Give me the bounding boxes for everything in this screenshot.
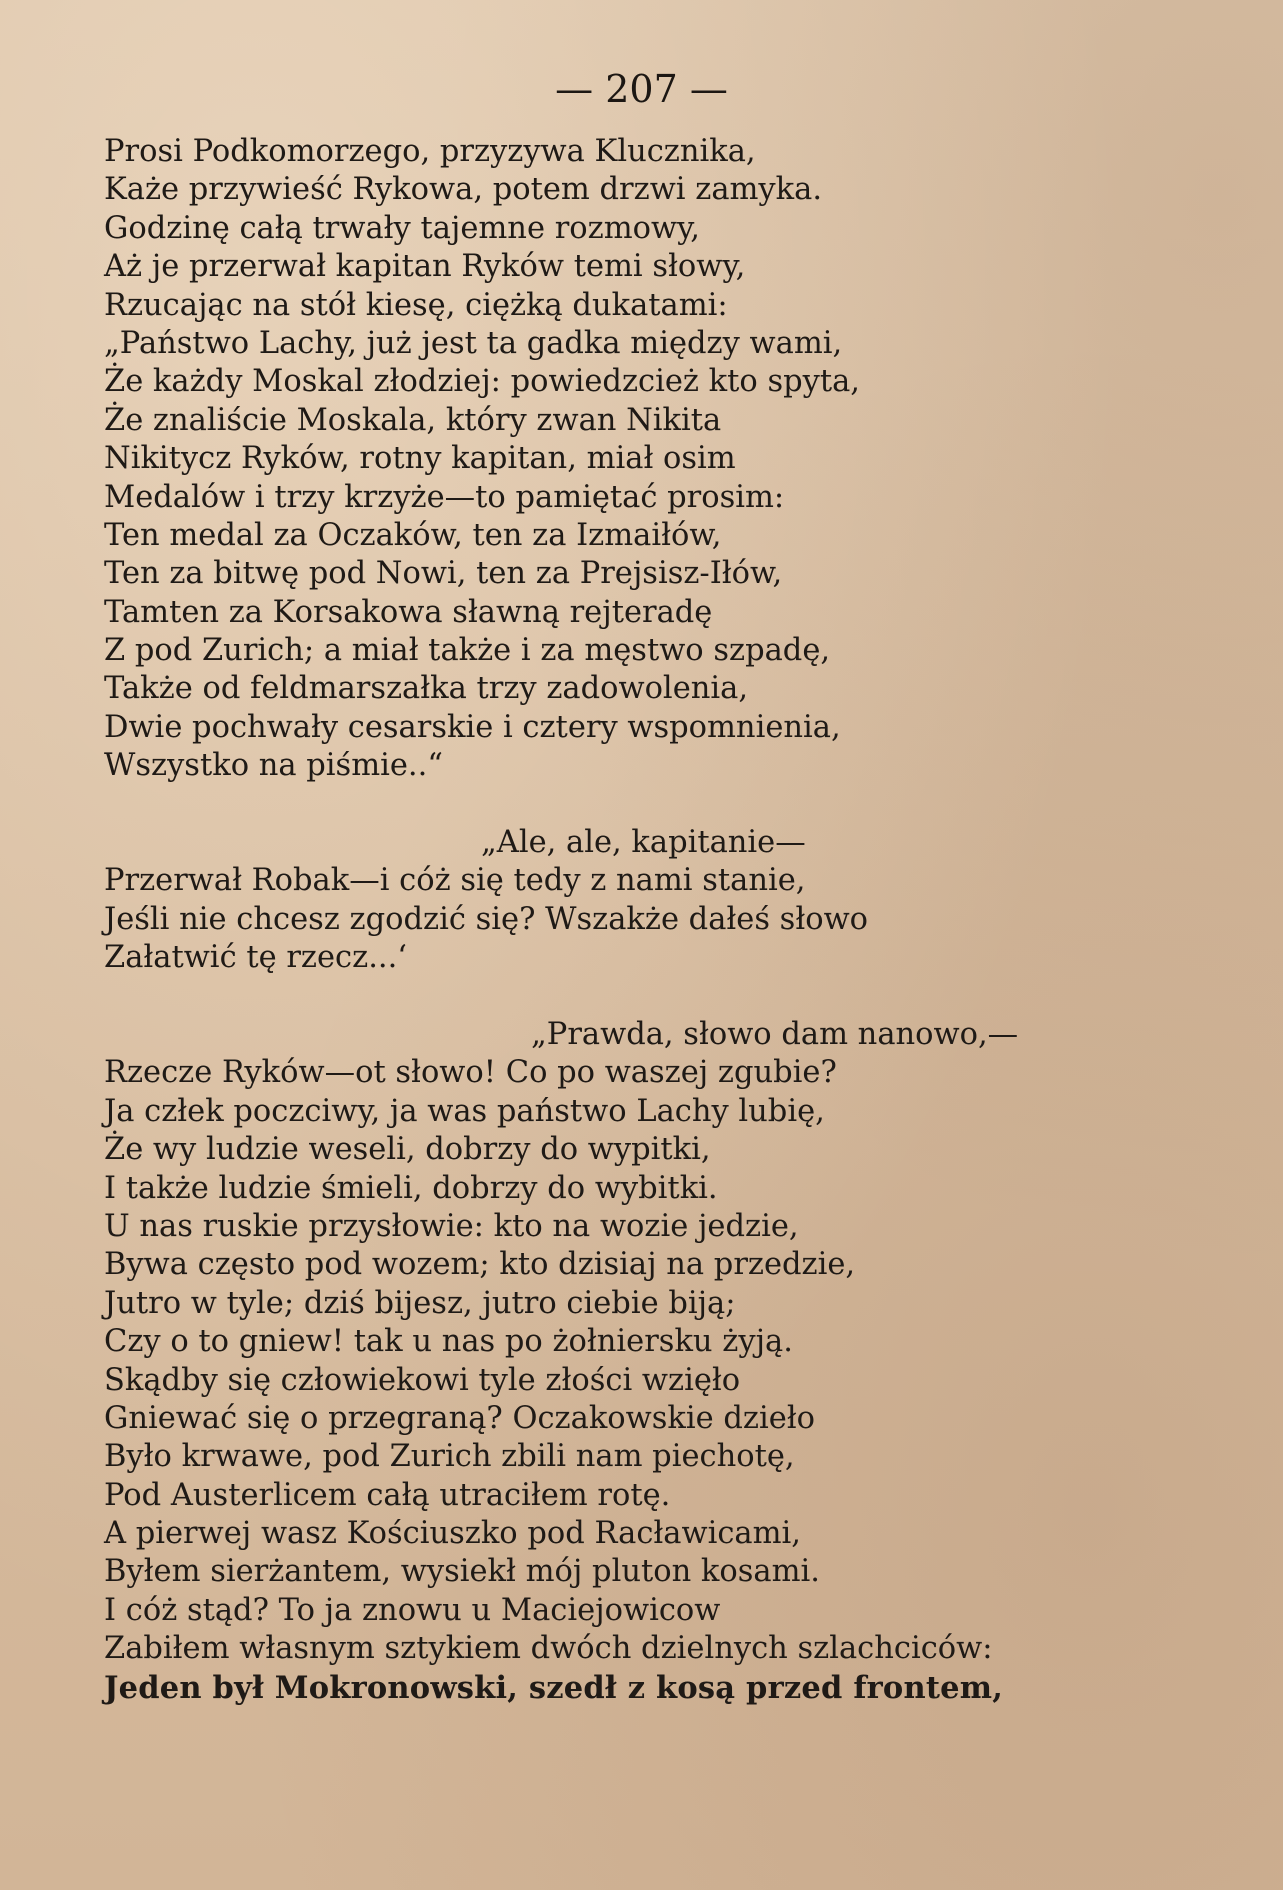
verse-line: Godzinę całą trwały tajemne rozmowy, (104, 210, 700, 246)
verse-line: Jeden był Mokronowski, szedł z kosą przed frontem, (104, 1669, 1004, 1706)
verse-line: A pierwej wasz Kościuszko pod Racławicami, (104, 1516, 801, 1552)
verse-line: Aż je przerwał kapitan Ryków temi słowy, (104, 249, 746, 285)
verse-line: I także ludzie śmieli, dobrzy do wybitki. (104, 1170, 718, 1206)
verse-line: „Ale, ale, kapitanie— (481, 825, 806, 861)
verse-line: Czy o to gniew! tak u nas po żołniersku żyją. (104, 1324, 793, 1360)
verse-line: Także od feldmarszałka trzy zadowolenia, (104, 671, 749, 707)
verse-line: Rzucając na stół kiesę, ciężką dukatami: (104, 287, 728, 323)
verse-line: Medalów i trzy krzyże—to pamiętać prosim: (104, 479, 785, 515)
stanza-gap (104, 978, 1264, 1016)
verse-line: Że znaliście Moskala, który zwan Nikita (104, 402, 722, 438)
verse-line: Pod Austerlicem całą utraciłem rotę. (104, 1477, 671, 1513)
verse-line: Każe przywieść Rykowa, potem drzwi zamyka. (104, 172, 823, 208)
verse-line: Wszystko na piśmie..“ (104, 748, 443, 784)
verse-line: Załatwić tę rzecz...‘ (104, 940, 407, 976)
verse-line: Rzecze Ryków—ot słowo! Co po waszej zgubie? (104, 1055, 837, 1091)
verse-line: Że wy ludzie weseli, dobrzy do wypitki, (104, 1132, 711, 1168)
verse-line: Bywa często pod wozem; kto dzisiaj na przedzie, (104, 1247, 856, 1283)
verse-line: Dwie pochwały cesarskie i cztery wspomnienia, (104, 709, 841, 745)
stanza-gap (104, 786, 1264, 824)
verse-line: Jutro w tyle; dziś bijesz, jutro ciebie biją; (104, 1285, 736, 1321)
verse-line: Zabiłem własnym sztykiem dwóch dzielnych szlachciców: (104, 1631, 993, 1667)
verse-line: Byłem sierżantem, wysiekł mój pluton kosami. (104, 1554, 820, 1590)
verse-line: Było krwawe, pod Zurich zbili nam piechotę, (104, 1439, 795, 1475)
verse-line: Ten za bitwę pod Nowi, ten za Prejsisz-Iłów, (104, 556, 783, 592)
verse-line: „Prawda, słowo dam nanowo,— (531, 1016, 1019, 1052)
verse-line: Przerwał Robak—i cóż się tedy z nami stanie, (104, 863, 806, 899)
verse-line: Ja człek poczciwy, ja was państwo Lachy lubię, (104, 1093, 825, 1129)
verse-line: Tamten za Korsakowa sławną rejteradę (104, 594, 713, 630)
verse-line: I cóż stąd? To ja znowu u Maciejowicow (104, 1592, 721, 1628)
verse-line: Gniewać się o przegraną? Oczakowskie dzieło (104, 1400, 816, 1436)
verse-line: Że każdy Moskal złodziej: powiedzcież kto spyta, (104, 364, 861, 400)
verse-line: „Państwo Lachy, już jest ta gadka między wami, (104, 325, 843, 361)
poem-text (104, 133, 1264, 1707)
verse-line: Skądby się człowiekowi tyle złości wzięło (104, 1362, 741, 1398)
verse-line: Ten medal za Oczaków, ten za Izmaiłów, (104, 517, 722, 553)
verse-line: Z pod Zurich; a miał także i za męstwo szpadę, (104, 633, 831, 669)
verse-line: U nas ruskie przysłowie: kto na wozie jedzie, (104, 1208, 799, 1244)
page-number: — 207 — (555, 67, 728, 111)
verse-line: Jeśli nie chcesz zgodzić się? Wszakże dałeś słowo (104, 901, 869, 937)
verse-line: Nikitycz Ryków, rotny kapitan, miał osim (104, 441, 736, 477)
verse-line: Prosi Podkomorzego, przyzywa Klucznika, (104, 134, 756, 169)
